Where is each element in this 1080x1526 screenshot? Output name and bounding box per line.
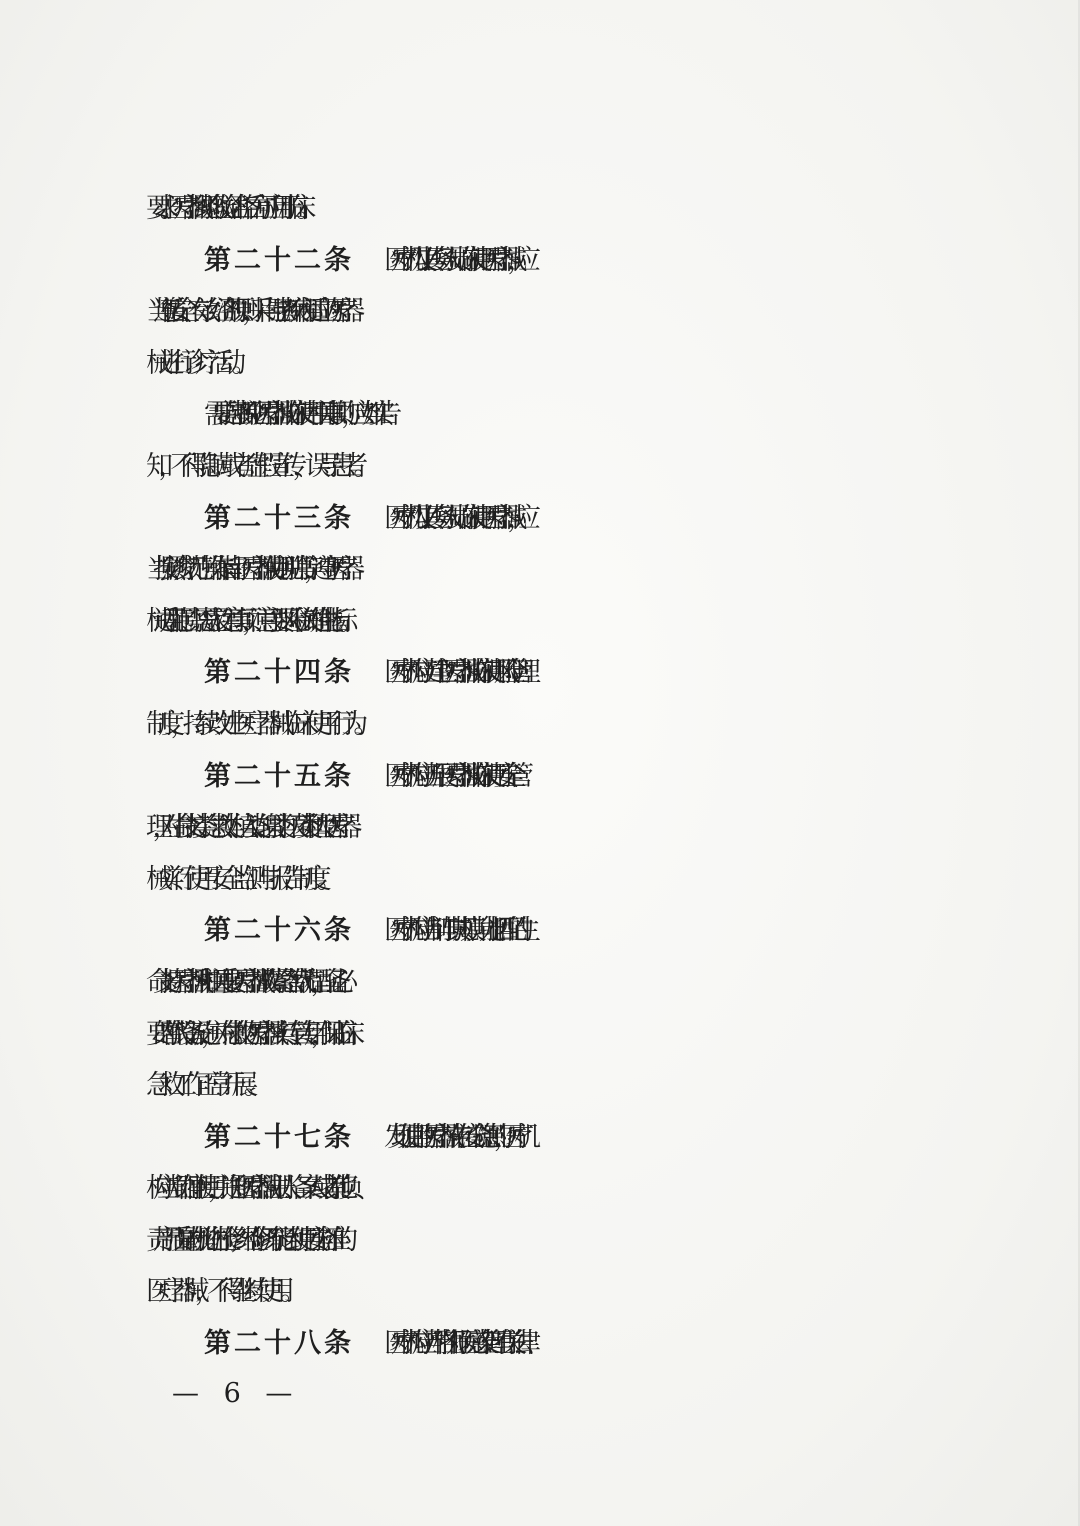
line-text: 需要向患者说明医疗器械临床使用相关事项的，应当如实告 xyxy=(204,399,383,431)
article-heading: 第二十二条 xyxy=(204,244,354,276)
text-line xyxy=(146,802,946,854)
text-line xyxy=(146,699,946,751)
text-line xyxy=(146,1060,946,1112)
line-text: 理，对生命支持类、急救类、植入类、辐射类、灭菌类和大型医疗器 xyxy=(146,812,342,844)
text-line xyxy=(146,183,946,235)
article-heading: 第二十六条 xyxy=(204,915,354,947)
article-line xyxy=(146,493,946,545)
line-text: 责产品质量的机构进行检修；经检修仍不能达到使用安全标准的 xyxy=(146,1224,339,1256)
text-line xyxy=(146,338,946,390)
line-text: 械实行使用安全监测与报告制度。 xyxy=(146,863,329,895)
line-text: 当按照诊疗规范、操作指南、医疗器械使用说明书等，遵守医疗器 xyxy=(146,554,345,586)
line-text: 医疗机构及其医务人员临床使用医疗器械，应 xyxy=(384,244,521,276)
text-line xyxy=(146,286,946,338)
article-line xyxy=(146,1112,946,1164)
article-line xyxy=(146,1318,946,1370)
line-text: 要求。医疗器械经验收验证合格后方可应用于临床。 xyxy=(146,193,304,224)
text-line xyxy=(146,1163,946,1215)
line-text: 急救工作正常开展。 xyxy=(146,1070,256,1102)
text-line xyxy=(146,389,946,441)
page-number: — 6 — xyxy=(172,1378,301,1409)
article-heading: 第二十五条 xyxy=(204,760,354,792)
line-text: 知，不得隐瞒或者虚假宣传，误导患者。 xyxy=(146,450,366,482)
document-body xyxy=(146,183,946,1370)
text-line xyxy=(146,544,946,596)
article-line xyxy=(146,235,946,287)
line-text: 医疗机构应当开展医疗器械临床使用安全管 xyxy=(384,760,514,792)
article-line xyxy=(146,751,946,803)
line-text: 械进行诊疗活动。 xyxy=(146,347,244,379)
line-text: 构应当立即停止使用，并通知医疗器械注册人、备案人或者其他负 xyxy=(146,1173,345,1205)
line-text: 命支持医疗器械和相关重要医疗器械故障紧急替代流程，配备必 xyxy=(146,966,339,998)
line-text: 医疗机构应当制订与其规模、功能相匹配的生 xyxy=(384,915,521,947)
text-line xyxy=(146,1266,946,1318)
text-line xyxy=(146,957,946,1009)
line-text: 医疗机构应当建立医疗器械临床使用风险管理 xyxy=(384,657,521,689)
text-line xyxy=(146,1215,946,1267)
line-text: 医疗器械，不得继续使用。 xyxy=(146,1276,293,1308)
line-text: 当遵循安全、有效、经济的原则，采用与患者疾病相适应的医疗器 xyxy=(146,296,345,328)
article-heading: 第二十四条 xyxy=(204,657,354,689)
line-text: 医疗机构及其医务人员临床使用医疗器械，应 xyxy=(384,502,521,534)
text-line xyxy=(146,596,946,648)
line-text: 医疗机构应当严格执行医院感染管理有关法律 xyxy=(384,1328,521,1360)
article-line xyxy=(146,647,946,699)
line-text: 发现使用的医疗器械存在安全隐患的，医疗机 xyxy=(384,1121,521,1153)
article-heading: 第二十八条 xyxy=(204,1328,354,1360)
article-heading: 第二十三条 xyxy=(204,502,354,534)
text-line xyxy=(146,1009,946,1061)
text-line xyxy=(146,441,946,493)
line-text: 械适用范围、禁忌症及注意事项，注意主要风险和关键性能指标。 xyxy=(146,605,345,637)
article-heading: 第二十七条 xyxy=(204,1121,354,1153)
text-line xyxy=(146,854,946,906)
line-text: 要的替代设备设施，并对急救的医疗器械实行专管专用，保证临床 xyxy=(146,1018,345,1050)
article-line xyxy=(146,905,946,957)
line-text: 制度，持续改进医疗器械临床使用行为。 xyxy=(146,708,366,740)
